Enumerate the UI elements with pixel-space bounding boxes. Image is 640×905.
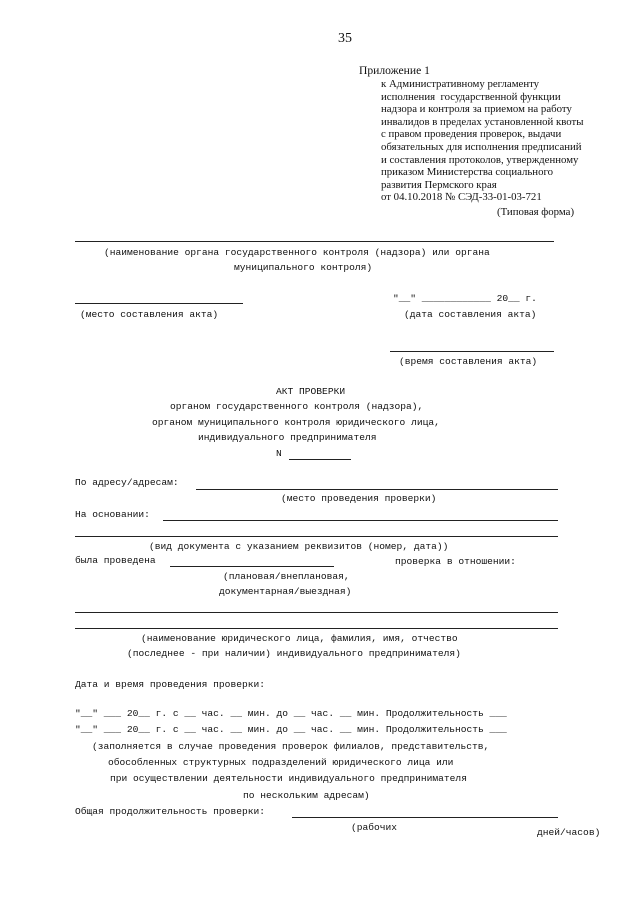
date-caption: (дата составления акта) [404,309,537,320]
basis-line[interactable] [163,520,558,521]
appendix-line: инвалидов в пределах установленной квоты [381,115,584,128]
act-number-label: N [276,448,282,459]
total-duration-label: Общая продолжительность проверки: [75,806,265,817]
address-caption: (место проведения проверки) [281,493,437,504]
appendix-line: и составления протоколов, утвержденному [381,153,579,166]
datetime-label: Дата и время проведения проверки: [75,679,265,690]
conducted-suffix: проверка в отношении: [395,556,516,567]
check-type-caption-2: документарная/выездная) [219,586,352,597]
entity-caption-1: (наименование юридического лица, фамилия, имя, отчество [141,633,458,644]
total-caption-left: (рабочих [351,822,398,833]
date-field[interactable]: "__" ____________ 20__ г. [393,293,537,304]
appendix-line: обязательных для исполнения предписаний [381,140,582,153]
datetime-note-2: обособленных структурных подразделений юридического лица или [108,757,454,768]
datetime-note-1: (заполняется в случае проведения проверок филиалов, представительств, [92,741,490,752]
place-line[interactable] [75,303,243,304]
appendix-body [381,78,584,204]
address-label: По адресу/адресам: [75,477,179,488]
authority-caption: (наименование органа государственного контроля (надзора) или органа [104,247,490,258]
form-type-label: (Типовая форма) [497,206,575,218]
basis-line-2[interactable] [75,536,558,537]
authority-caption-2: муниципального контроля) [234,262,373,273]
address-line[interactable] [196,489,558,490]
conducted-label: была проведена [75,555,156,566]
authority-line[interactable] [75,241,554,242]
conducted-line[interactable] [170,566,334,567]
appendix-line: развития Пермского края [381,178,497,191]
place-caption: (место составления акта) [80,309,219,320]
entity-caption-2: (последнее - при наличии) индивидуального предпринимателя) [127,648,461,659]
check-type-caption-1: (плановая/внеплановая, [223,571,350,582]
total-duration-line[interactable] [292,817,558,818]
appendix-line: надзора и контроля за приемом на работу [381,103,572,116]
act-number-line[interactable] [289,459,351,460]
act-subtitle-1: органом государственного контроля (надзора), [170,401,424,412]
act-subtitle-2: органом муниципального контроля юридического лица, [152,417,440,428]
appendix-line: с правом проведения проверок, выдачи [381,128,562,141]
appendix-line: исполнения государственной функции [381,90,561,103]
entity-line-2[interactable] [75,628,558,629]
basis-caption: (вид документа с указанием реквизитов (номер, дата)) [149,541,449,552]
act-subtitle-3: индивидуального предпринимателя [198,432,377,443]
appendix-line: от 04.10.2018 № СЭД-33-01-03-721 [381,191,542,204]
time-line[interactable] [390,351,554,352]
act-title: АКТ ПРОВЕРКИ [276,386,346,397]
datetime-row-1[interactable]: "__" ___ 20__ г. с __ час. __ мин. до __ час. __ мин. Продолжительность ___ [75,708,507,719]
total-caption-right: дней/часов) [537,827,601,838]
appendix-line: к Административному регламенту [381,78,540,90]
basis-label: На основании: [75,509,150,520]
appendix-title: Приложение 1 [359,64,430,77]
page-number: 35 [338,31,352,46]
appendix-line: приказом Министерства социального [381,166,554,179]
entity-line-1[interactable] [75,612,558,613]
datetime-note-3: при осуществлении деятельности индивидуального предпринимателя [110,773,467,784]
datetime-row-2[interactable]: "__" ___ 20__ г. с __ час. __ мин. до __ час. __ мин. Продолжительность ___ [75,724,507,735]
datetime-note-4: по нескольким адресам) [243,790,370,801]
time-caption: (время составления акта) [399,356,538,367]
